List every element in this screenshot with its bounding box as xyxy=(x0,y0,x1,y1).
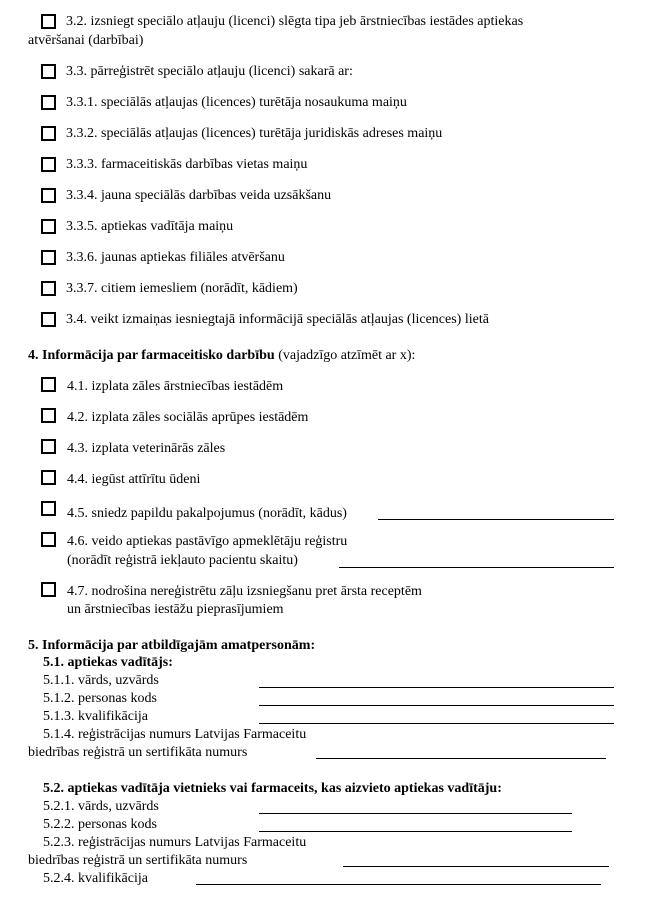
section-5-2-heading: 5.2. aptiekas vadītāja vietnieks vai farmaceits, kas aizvieto aptiekas vadītāju: xyxy=(43,781,502,796)
field-5-1-3-label: 5.1.3. kvalifikācija xyxy=(43,709,148,724)
field-5-2-3-label-line1: 5.2.3. reģistrācijas numurs Latvijas Farmaceitu xyxy=(43,835,307,850)
field-5-2-2-input[interactable] xyxy=(259,831,572,832)
checkbox-3-3-7[interactable] xyxy=(41,281,56,296)
item-4-4-label: 4.4. iegūst attīrītu ūdeni xyxy=(67,472,201,487)
checkbox-3-3[interactable] xyxy=(41,64,56,79)
item-4-3-label: 4.3. izplata veterinārās zāles xyxy=(67,441,226,456)
checkbox-4-4[interactable] xyxy=(41,470,56,485)
checkbox-3-3-1[interactable] xyxy=(41,95,56,110)
field-5-2-1-label: 5.2.1. vārds, uzvārds xyxy=(43,799,159,814)
section-5-1-heading: 5.1. aptiekas vadītājs: xyxy=(43,655,173,670)
item-3-2-label-line1: 3.2. izsniegt speciālo atļauju (licenci) slēgta tipa jeb ārstniecības iestādes aptiekas xyxy=(66,14,524,29)
item-4-1-label: 4.1. izplata zāles ārstniecības iestādēm xyxy=(67,379,284,394)
field-5-2-3-input[interactable] xyxy=(343,866,609,867)
field-5-1-4-label-line1: 5.1.4. reģistrācijas numurs Latvijas Farmaceitu xyxy=(43,727,307,742)
checkbox-3-3-4[interactable] xyxy=(41,188,56,203)
item-4-6-label-line1: 4.6. veido aptiekas pastāvīgo apmeklētāju reģistru xyxy=(67,534,348,549)
section-5-heading: 5. Informācija par atbildīgajām amatpersonām: xyxy=(28,638,316,653)
field-5-1-2-input[interactable] xyxy=(259,705,614,706)
field-5-1-1-label: 5.1.1. vārds, uzvārds xyxy=(43,673,159,688)
item-4-7-label-line2: un ārstniecības iestāžu pieprasījumiem xyxy=(67,602,284,617)
checkbox-4-5[interactable] xyxy=(41,501,56,516)
item-3-3-2-label: 3.3.2. speciālās atļaujas (licences) turētāja juridiskās adreses maiņu xyxy=(66,126,443,141)
item-4-7-label-line1: 4.7. nodrošina nereģistrētu zāļu izsniegšanu pret ārsta receptēm xyxy=(67,584,422,599)
section-4-heading-note: (vajadzīgo atzīmēt ar x): xyxy=(274,348,416,363)
checkbox-4-7[interactable] xyxy=(41,582,56,597)
checkbox-4-3[interactable] xyxy=(41,439,56,454)
item-3-3-5-label: 3.3.5. aptiekas vadītāja maiņu xyxy=(66,219,234,234)
field-5-2-4-input[interactable] xyxy=(196,884,601,885)
section-4-heading-bold: 4. Informācija par farmaceitisko darbību xyxy=(28,348,275,363)
checkbox-3-3-2[interactable] xyxy=(41,126,56,141)
checkbox-3-3-3[interactable] xyxy=(41,157,56,172)
field-5-1-4-label-line2: biedrības reģistrā un sertifikāta numurs xyxy=(28,745,248,760)
checkbox-3-2[interactable] xyxy=(41,14,56,29)
item-4-5-label: 4.5. sniedz papildu pakalpojumus (norādīt, kādus) xyxy=(67,506,347,521)
field-5-2-2-label: 5.2.2. personas kods xyxy=(43,817,157,832)
item-3-3-6-label: 3.3.6. jaunas aptiekas filiāles atvēršanu xyxy=(66,250,285,265)
item-3-3-7-label: 3.3.7. citiem iemesliem (norādīt, kādiem) xyxy=(66,281,298,296)
item-3-3-1-label: 3.3.1. speciālās atļaujas (licences) turētāja nosaukuma maiņu xyxy=(66,95,407,110)
item-4-6-label-line2: (norādīt reģistrā iekļauto pacientu skaitu) xyxy=(67,553,298,568)
checkbox-4-1[interactable] xyxy=(41,377,56,392)
field-5-2-3-label-line2: biedrības reģistrā un sertifikāta numurs xyxy=(28,853,248,868)
field-5-2-4-label: 5.2.4. kvalifikācija xyxy=(43,871,148,886)
item-3-4-label: 3.4. veikt izmaiņas iesniegtajā informācijā speciālās atļaujas (licences) lietā xyxy=(66,312,489,327)
item-4-6-fill-line[interactable] xyxy=(339,567,614,568)
field-5-2-1-input[interactable] xyxy=(259,813,572,814)
field-5-1-3-input[interactable] xyxy=(259,723,614,724)
item-3-3-3-label: 3.3.3. farmaceitiskās darbības vietas maiņu xyxy=(66,157,308,172)
checkbox-3-4[interactable] xyxy=(41,312,56,327)
item-3-3-label: 3.3. pārreģistrēt speciālo atļauju (licenci) sakarā ar: xyxy=(66,64,353,79)
checkbox-3-3-6[interactable] xyxy=(41,250,56,265)
checkbox-4-6[interactable] xyxy=(41,532,56,547)
field-5-1-4-input[interactable] xyxy=(316,758,606,759)
field-5-1-2-label: 5.1.2. personas kods xyxy=(43,691,157,706)
item-4-5-fill-line[interactable] xyxy=(378,519,614,520)
checkbox-3-3-5[interactable] xyxy=(41,219,56,234)
item-3-2-label-line2: atvēršanai (darbībai) xyxy=(28,33,144,48)
checkbox-4-2[interactable] xyxy=(41,408,56,423)
item-3-3-4-label: 3.3.4. jauna speciālās darbības veida uzsākšanu xyxy=(66,188,332,203)
section-4-heading xyxy=(28,347,415,365)
field-5-1-1-input[interactable] xyxy=(259,687,614,688)
item-4-2-label: 4.2. izplata zāles sociālās aprūpes iestādēm xyxy=(67,410,309,425)
